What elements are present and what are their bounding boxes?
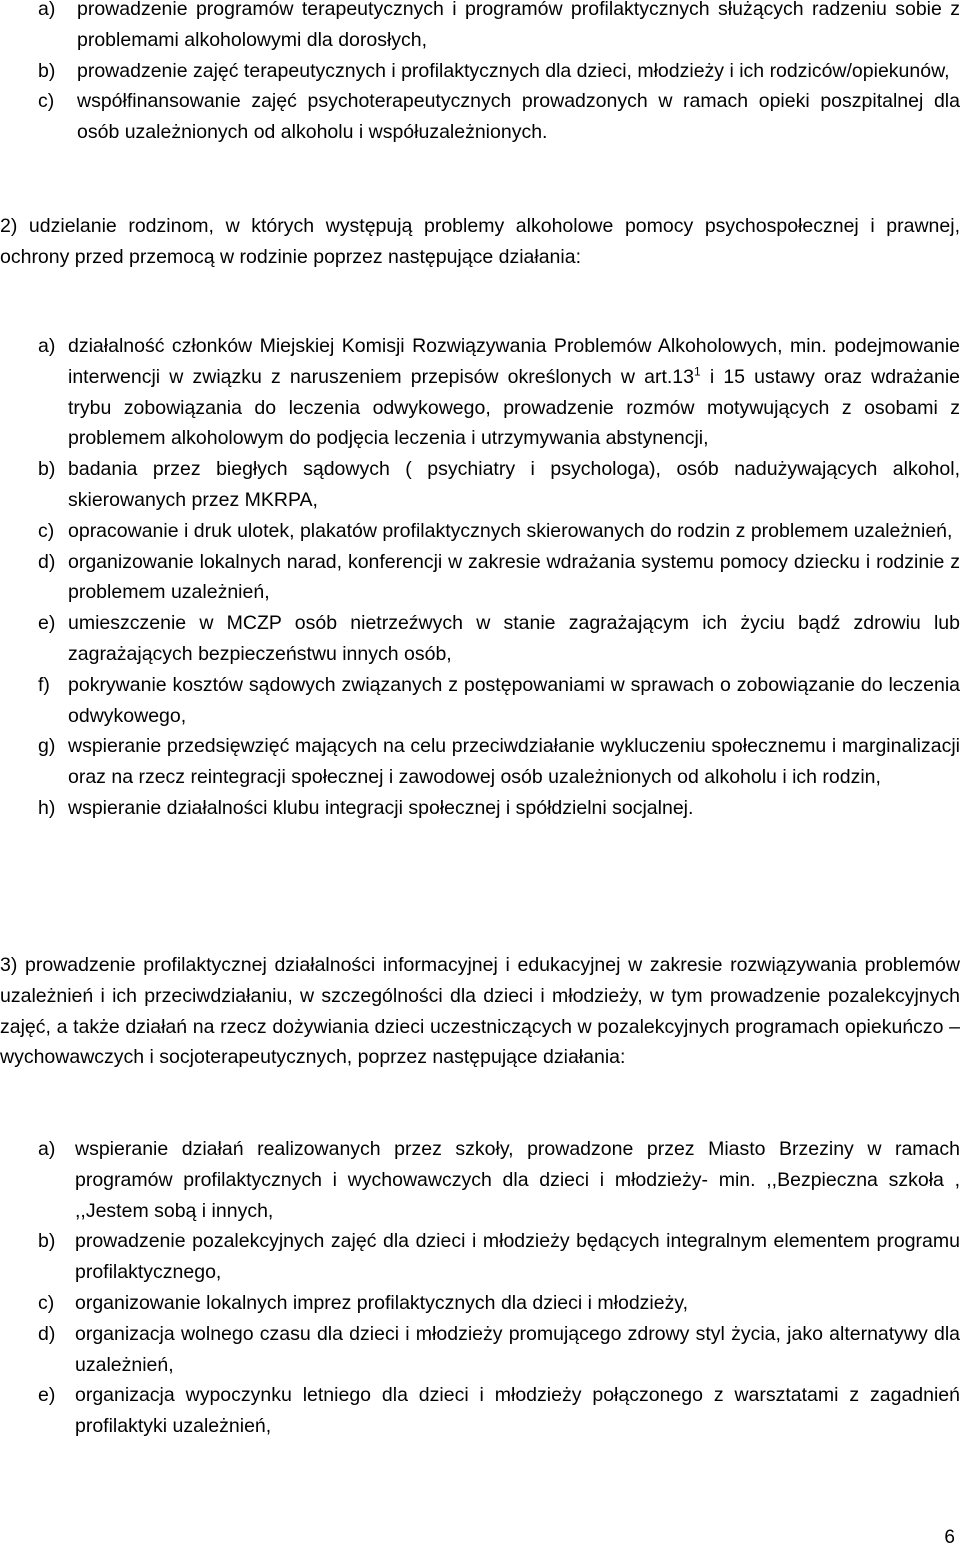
list-marker: c) bbox=[38, 1291, 55, 1314]
list-marker: f) bbox=[38, 673, 50, 696]
list-marker: d) bbox=[38, 550, 56, 573]
list-item bbox=[38, 0, 960, 56]
list-item bbox=[38, 731, 960, 793]
list-marker: b) bbox=[38, 458, 56, 481]
page-number: 6 bbox=[944, 1527, 955, 1548]
list-item bbox=[38, 547, 960, 609]
list-marker: h) bbox=[38, 796, 56, 819]
list-top bbox=[38, 0, 960, 148]
list-item bbox=[38, 1134, 960, 1226]
list-item-text: organizacja wolnego czasu dla dzieci i młodzieży promującego zdrowy styl życia, jako alternatywy dla uzależnień, bbox=[75, 1322, 960, 1376]
list-marker: e) bbox=[38, 612, 56, 635]
list-item bbox=[38, 86, 960, 148]
section-3-intro: 3) prowadzenie profilaktycznej działalności informacyjnej i edukacyjnej w zakresie rozwiązywania problemów uzależnień i ich przeciwdziałaniu, w szczególności dla dzieci i młodzieży, w tym prowadzenie pozalekcyjnych zajęć, a także działań na rzecz dożywiania dzieci uczestniczących w pozalekcyjnych programach opiekuńczo – wychowawczych i socjoterapeutycznych, poprzez następujące działania: bbox=[0, 954, 960, 1069]
list-item bbox=[38, 1226, 960, 1288]
list-marker: g) bbox=[38, 735, 56, 758]
list-item bbox=[38, 516, 960, 547]
list-item bbox=[38, 454, 960, 516]
list-item bbox=[38, 56, 960, 87]
list-item-text: organizacja wypoczynku letniego dla dzieci i młodzieży połączonego z warsztatami z zagadnień profilaktyki uzależnień, bbox=[75, 1384, 960, 1438]
list-item bbox=[38, 608, 960, 670]
list-item-text: organizowanie lokalnych imprez profilaktycznych dla dzieci i młodzieży, bbox=[75, 1291, 689, 1314]
list-item-text: badania przez biegłych sądowych ( psychiatry i psychologa), osób nadużywających alkohol, skierowanych przez MKRPA, bbox=[68, 458, 960, 511]
list-item-text: prowadzenie programów terapeutycznych i programów profilaktycznych służących radzeniu sobie z problemami alkoholowymi dla dorosłych, bbox=[77, 0, 960, 51]
section-2-intro: 2) udzielanie rodzinom, w których występują problemy alkoholowe pomocy psychospołecznej i prawnej, ochrony przed przemocą w rodzinie poprzez następujące działania: bbox=[0, 215, 960, 268]
section-3-list bbox=[38, 1134, 960, 1442]
list-marker: b) bbox=[38, 1230, 56, 1253]
list-item bbox=[38, 670, 960, 732]
list-item bbox=[38, 331, 960, 454]
list-item-text: organizowanie lokalnych narad, konferencji w zakresie wdrażania systemu pomocy dziecku i rodzinie z problemem uzależnień, bbox=[68, 550, 960, 604]
list-marker: c) bbox=[38, 90, 55, 113]
list-marker: a) bbox=[38, 1138, 56, 1160]
section-2-list bbox=[38, 331, 960, 824]
list-item-text: pokrywanie kosztów sądowych związanych z postępowaniami w sprawach o zobowiązanie do leczenia odwykowego, bbox=[68, 673, 960, 727]
list-item-text: opracowanie i druk ulotek, plakatów profilaktycznych skierowanych do rodzin z problemem uzależnień, bbox=[68, 519, 953, 542]
list-item-text: współfinansowanie zajęć psychoterapeutycznych prowadzonych w ramach opieki poszpitalnej dla osób uzależnionych od alkoholu i współuzależnionych. bbox=[77, 90, 960, 144]
footnote-superscript: 1 bbox=[694, 364, 701, 379]
list-marker: a) bbox=[38, 0, 56, 20]
list-item bbox=[38, 793, 960, 824]
list-marker: b) bbox=[38, 59, 56, 82]
list-item bbox=[38, 1319, 960, 1381]
list-item bbox=[38, 1288, 960, 1319]
list-marker: d) bbox=[38, 1322, 56, 1345]
list-marker: a) bbox=[38, 335, 56, 357]
list-item bbox=[38, 1380, 960, 1442]
list-item-text: wspieranie działalności klubu integracji społecznej i spółdzielni socjalnej. bbox=[68, 796, 694, 819]
list-marker: c) bbox=[38, 519, 55, 542]
list-item-text: wspieranie przedsięwzięć mających na celu przeciwdziałanie wykluczeniu społecznemu i marginalizacji oraz na rzecz reintegracji społecznej i zawodowej osób uzależnionych od alkoholu i ich rodzin, bbox=[68, 735, 960, 789]
list-item-text: wspieranie działań realizowanych przez szkoły, prowadzone przez Miasto Brzeziny w ramach programów profilaktycznych i wychowawczych dla dzieci i młodzieży- min. ,,Bezpieczna szkoła , ,,Jestem sobą i innych, bbox=[75, 1138, 960, 1222]
list-item-text: umieszczenie w MCZP osób nietrzeźwych w stanie zagrażającym ich życiu bądź zdrowiu lub zagrażających bezpieczeństwu innych osób, bbox=[68, 612, 960, 665]
list-marker: e) bbox=[38, 1384, 56, 1407]
list-item-text: działalność członków Miejskiej Komisji Rozwiązywania Problemów Alkoholowych, min. podejmowanie interwencji w związku z naruszeniem przepisów określonych w $art.13^1$ i 15 ustawy oraz wdrażanie trybu zobowiązania do leczenia odwykowego, prowadzenie rozmów motywujących z osobami z problemem alkoholowym do podjęcia leczenia i utrzymywania abstynencji, bbox=[68, 335, 960, 450]
list-item-text: prowadzenie zajęć terapeutycznych i profilaktycznych dla dzieci, młodzieży i ich rodziców/opiekunów, bbox=[77, 59, 950, 82]
list-item-text: prowadzenie pozalekcyjnych zajęć dla dzieci i młodzieży będących integralnym elementem programu profilaktycznego, bbox=[75, 1230, 960, 1284]
